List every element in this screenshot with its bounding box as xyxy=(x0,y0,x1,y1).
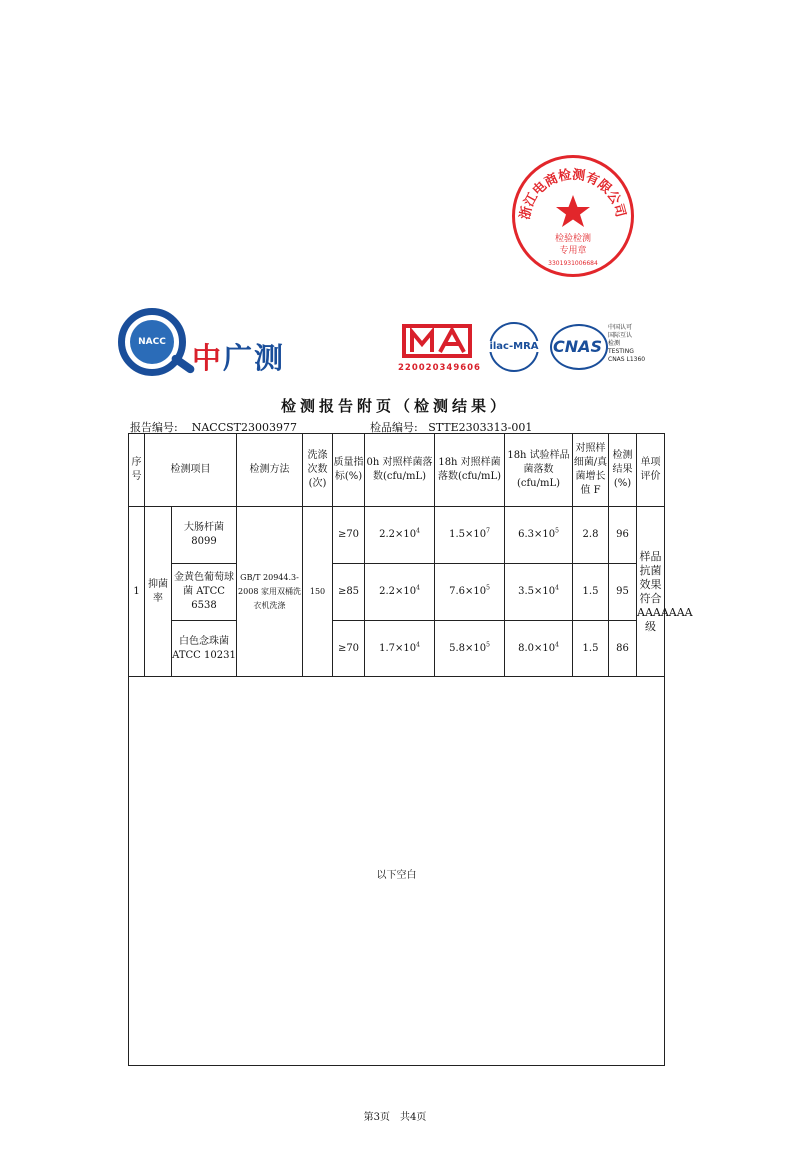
cell-index: ≥70 xyxy=(333,621,365,677)
cell-method: GB/T 20944.3-2008 家用双桶洗衣机洗涤 xyxy=(237,507,303,677)
cell-zero-h-exponent: 4 xyxy=(416,584,420,592)
cell-18h-test-exponent: 4 xyxy=(555,641,559,649)
header-verdict: 单项评价 xyxy=(637,434,665,507)
seal-line1: 检验检测 xyxy=(554,234,592,244)
cell-no: 1 xyxy=(129,507,145,677)
seal-graphic xyxy=(512,155,634,277)
cell-18h-control xyxy=(435,564,505,621)
cnas-side-line: 检测 xyxy=(608,340,621,347)
cell-18h-control-exponent: 5 xyxy=(486,584,490,592)
cell-18h-control-mantissa: 1.5×10 xyxy=(449,529,487,540)
nacc-name-first: 中 xyxy=(192,341,224,375)
cell-18h-control xyxy=(435,507,505,564)
header-item: 检测项目 xyxy=(145,434,237,507)
nacc-name xyxy=(192,336,285,377)
cnas-side-line: CNAS L1360 xyxy=(608,356,646,363)
header-18h-control: 18h 对照样菌落数(cfu/mL) xyxy=(435,434,505,507)
header-no: 序号 xyxy=(129,434,145,507)
cell-zero-h-mantissa: 2.2×10 xyxy=(379,586,417,597)
header-18h-test: 18h 试验样品菌落数(cfu/mL) xyxy=(505,434,573,507)
cnas-side-line: 国际互认 xyxy=(608,332,633,339)
cell-result: 96 xyxy=(609,507,637,564)
cma-logo xyxy=(398,322,481,378)
table-row xyxy=(129,507,665,564)
cell-18h-control xyxy=(435,621,505,677)
sample-number-value: STTE2303313-001 xyxy=(428,421,533,434)
cell-18h-control-mantissa: 7.6×10 xyxy=(449,586,487,597)
header-growth: 对照样细菌/真菌增长值 F xyxy=(573,434,609,507)
report-number-label: 报告编号: xyxy=(130,421,178,434)
cnas-side-line: 中国认可 xyxy=(608,324,633,331)
ilac-text: ilac-MRA xyxy=(485,341,543,352)
seal-number: 3301931006684 xyxy=(548,260,598,267)
page-footer: 第3页 共4页 xyxy=(363,1112,427,1123)
table-row xyxy=(129,564,665,621)
cma-mark-icon xyxy=(400,322,474,360)
cnas-side-text xyxy=(608,324,645,364)
cell-zero-h xyxy=(365,564,435,621)
cell-organism: 大肠杆菌 8099 xyxy=(172,507,237,564)
star-icon xyxy=(556,195,590,227)
cell-zero-h-exponent: 4 xyxy=(416,527,420,535)
cell-growth: 1.5 xyxy=(573,564,609,621)
cell-18h-test-mantissa: 8.0×10 xyxy=(518,642,556,654)
table-row xyxy=(129,621,665,677)
cell-18h-test-mantissa: 3.5×10 xyxy=(518,586,556,597)
nacc-name-rest: 广测 xyxy=(223,341,286,375)
cell-category: 抑菌率 xyxy=(145,507,172,677)
blank-cell xyxy=(129,677,665,1066)
cell-18h-control-mantissa: 5.8×10 xyxy=(449,642,487,654)
cell-zero-h-exponent: 4 xyxy=(416,641,420,649)
seal-line2: 专用章 xyxy=(559,246,587,256)
cell-verdict: 样品抗菌效果符合AAAAAAA级 xyxy=(637,507,665,677)
header-method: 检测方法 xyxy=(237,434,303,507)
cell-growth: 1.5 xyxy=(573,621,609,677)
cell-zero-h-mantissa: 1.7×10 xyxy=(379,642,417,654)
header-zero-h: 0h 对照样菌落数(cfu/mL) xyxy=(365,434,435,507)
cell-18h-test xyxy=(505,507,573,564)
cell-zero-h xyxy=(365,507,435,564)
results-table xyxy=(128,433,693,1066)
cma-number: 220020349606 xyxy=(398,363,481,373)
cnas-word: CNAS xyxy=(553,337,603,356)
cell-18h-test-exponent: 5 xyxy=(555,527,559,535)
cell-growth: 2.8 xyxy=(573,507,609,564)
cell-zero-h xyxy=(365,621,435,677)
cell-18h-control-exponent: 5 xyxy=(486,641,490,649)
cell-18h-test xyxy=(505,564,573,621)
sample-number-label: 检品编号: xyxy=(370,421,418,434)
cell-organism: 白色念珠菌 ATCC 10231 xyxy=(172,621,237,677)
cell-result: 86 xyxy=(609,621,637,677)
cnas-side-line: TESTING xyxy=(608,348,634,355)
official-seal xyxy=(512,155,634,277)
report-number-value: NACCST23003977 xyxy=(191,421,297,434)
header-result: 检测结果(%) xyxy=(609,434,637,507)
cell-18h-control-exponent: 7 xyxy=(486,527,490,535)
blank-note: 以下空白 xyxy=(376,870,417,881)
page-title: 检测报告附页（检测结果） xyxy=(280,397,509,415)
cell-18h-test xyxy=(505,621,573,677)
cell-index: ≥85 xyxy=(333,564,365,621)
cnas-logo xyxy=(550,322,660,374)
nacc-badge: NACC xyxy=(130,320,174,364)
table-header-row xyxy=(129,434,665,507)
cell-index: ≥70 xyxy=(333,507,365,564)
cell-18h-test-exponent: 4 xyxy=(555,584,559,592)
nacc-logo xyxy=(118,306,298,378)
cell-result: 95 xyxy=(609,564,637,621)
blank-row xyxy=(129,677,665,1066)
cell-organism: 金黄色葡萄球菌 ATCC 6538 xyxy=(172,564,237,621)
header-index: 质量指标(%) xyxy=(333,434,365,507)
seal-company-text: 浙江电商检测有限公司 xyxy=(517,167,628,222)
cell-washes: 150 xyxy=(303,507,333,677)
cell-18h-test-mantissa: 6.3×10 xyxy=(518,529,556,540)
header-washes: 洗涤次数(次) xyxy=(303,434,333,507)
ilac-logo xyxy=(485,322,543,374)
cell-zero-h-mantissa: 2.2×10 xyxy=(379,529,417,540)
